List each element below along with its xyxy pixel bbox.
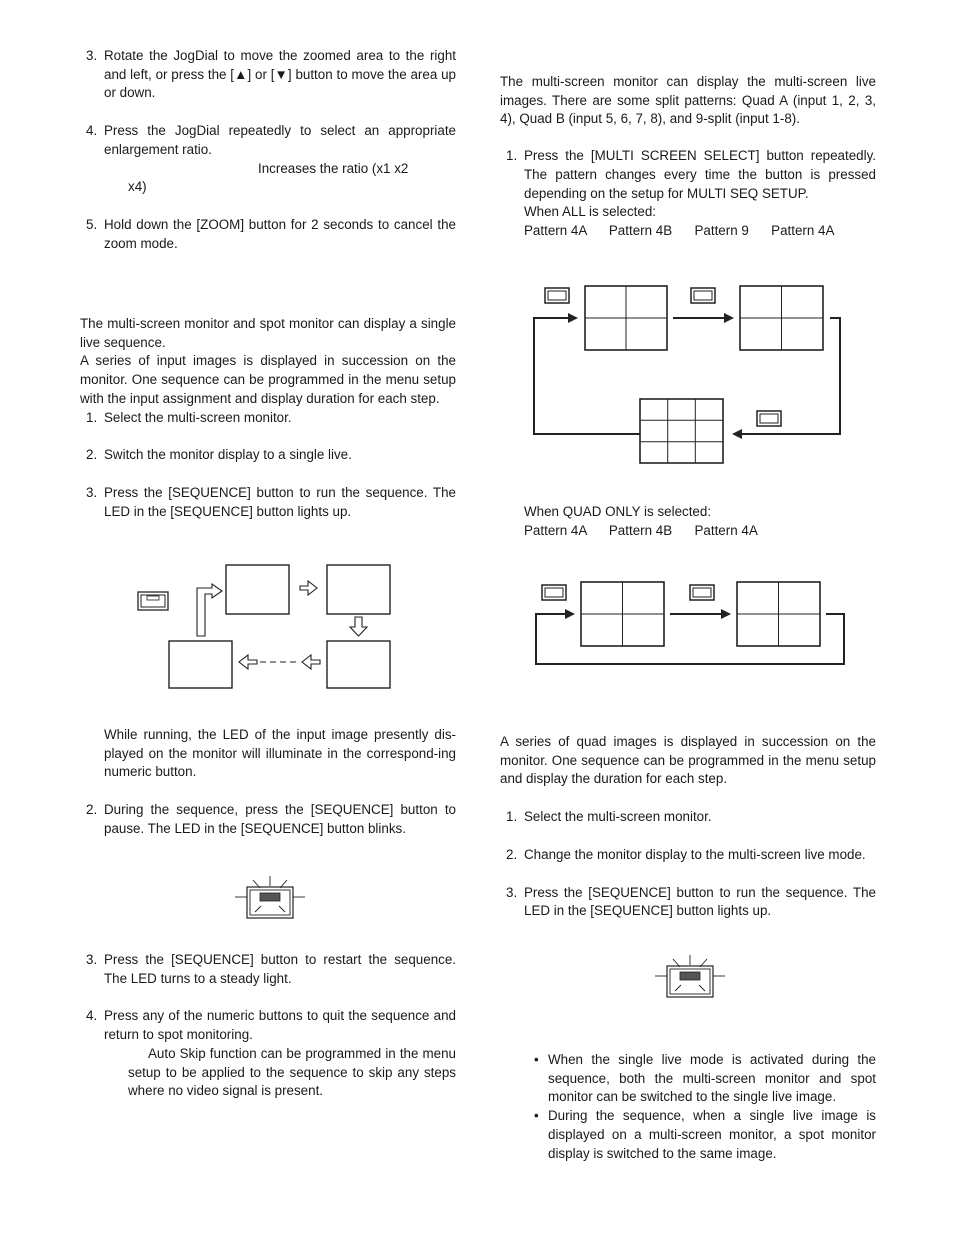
note-bullet-2: • During the sequence, when a single live image is displayed on a multi-screen monitor, a spot monitor display is switched to the same image.	[534, 1108, 876, 1161]
ratio-line: Increases the ratio (x1 x2	[258, 160, 409, 176]
hollow-arrow-up-right	[197, 584, 222, 636]
pause-step-2: 2. During the sequence, press the [SEQUENCE] button to pause. The LED in the [SEQUENCE] button blinks.	[86, 802, 456, 836]
hollow-arrow-left-right	[302, 655, 320, 669]
quad-step-2: 2. Change the monitor display to the multi-screen live mode.	[506, 846, 866, 862]
pattern-row-all: Pattern 4A Pattern 4B Pattern 9 Pattern 4A	[524, 222, 835, 238]
sequence-section	[80, 315, 456, 521]
quad-4b-screen	[737, 582, 820, 646]
zoom-step-5: 5. Hold down the [ZOOM] button for 2 seconds to cancel the zoom mode.	[86, 216, 456, 251]
hollow-arrow-right	[300, 581, 317, 595]
zoom-steps	[80, 47, 456, 253]
auto-skip-note: Auto Skip function can be programmed in the menu setup to be applied to the sequence to skip any steps where no video signal is present.	[128, 1045, 456, 1099]
when-all-label: When ALL is selected:	[524, 204, 656, 220]
hollow-arrow-down	[350, 617, 367, 636]
monitor-screen-1	[226, 565, 289, 614]
arrow-head-into-4b	[724, 313, 734, 323]
zoom-step-3: 3. Rotate the JogDial to move the zoomed area to the right and left, or press the [▲] or [▼] button to move the area up or down.	[86, 48, 456, 101]
quit-step-4: 4. Press any of the numeric buttons to quit the sequence and return to spot monitoring.	[86, 1008, 456, 1043]
quad-sequence-intro: A series of quad images is displayed in succession on the monitor. One sequence can be programmed in the menu setup and display the duration for each step.	[500, 734, 876, 787]
restart-step-3: 3. Press the [SEQUENCE] button to restart the sequence. The LED turns to a steady light.	[86, 952, 456, 986]
restart-steps	[80, 951, 456, 1101]
all-pattern-diagram	[530, 282, 846, 468]
while-running-note: While running, the LED of the input image presently dis-played on the monitor will illuminate in the correspond-ing numeric button. 2. During the sequence, press the [SEQUENCE] button to pause. The LED in the [SEQUENCE] button blinks.	[80, 726, 456, 839]
multi-screen-step-1: 1. Press the [MULTI SCREEN SELECT] button repeatedly. The pattern changes every time the button is pressed depending on the setup for MULTI SEQ SETUP.	[506, 148, 876, 201]
zoom-step-4: 4. Press the JogDial repeatedly to select an appropriate enlargement ratio.	[86, 123, 456, 157]
sequence-button-icon	[138, 592, 168, 610]
sequence-intro-1: The multi-screen monitor and spot monitor can display a single live sequence.	[80, 316, 456, 350]
sequence-step-3: 3. Press the [SEQUENCE] button to run the sequence. The LED in the [SEQUENCE] button lights up.	[86, 484, 456, 519]
monitor-screen-2	[327, 565, 390, 614]
multi-screen-intro: The multi-screen monitor can display the multi-screen live images. There are some split patterns: Quad A (input 1, 2, 3, 4), Quad B (input 5, 6, 7, 8), and 9-split (input 1-8).	[500, 74, 876, 127]
quad-only-pattern-diagram	[530, 578, 850, 668]
pattern-row-quad: Pattern 4A Pattern 4B Pattern 4A	[524, 522, 758, 538]
sequence-step-1: 1. Select the multi-screen monitor.	[86, 409, 292, 425]
multi-screen-section	[500, 73, 876, 241]
arrow-head-into-9	[732, 429, 742, 439]
quad-step-3: 3. Press the [SEQUENCE] button to run the sequence. The LED in the [SEQUENCE] button lights up.	[506, 884, 876, 919]
quad-sequence-section	[500, 733, 876, 921]
hollow-arrow-left	[239, 655, 257, 669]
monitor-screen-3	[327, 641, 390, 688]
single-sequence-diagram	[130, 560, 400, 695]
quad-4a-screen	[581, 582, 664, 646]
quad-only-labels	[500, 503, 876, 540]
pattern-4a-screen	[585, 286, 667, 350]
sequence-step-2: 2. Switch the monitor display to a single live.	[86, 447, 352, 463]
arrow-head-into-4a	[568, 313, 578, 323]
quad-step-1: 1. Select the multi-screen monitor.	[506, 809, 712, 825]
when-quad-label: When QUAD ONLY is selected:	[524, 504, 712, 519]
pattern-9-screen	[640, 399, 723, 463]
lit-sequence-button-icon	[653, 953, 727, 1003]
note-bullet-1: • When the single live mode is activated during the sequence, both the multi-screen monitor and spot monitor can be switched to the single live image.	[534, 1052, 876, 1105]
pattern-4b-screen	[740, 286, 823, 350]
blinking-sequence-button-icon	[233, 874, 307, 924]
notes-bullets	[500, 1051, 876, 1163]
monitor-screen-4	[169, 641, 232, 688]
ratio-line-cont: x4)	[128, 179, 147, 195]
sequence-intro-2: A series of input images is displayed in succession on the monitor. One sequence can be programmed in the menu setup with the input assignment and display duration for each step.	[80, 353, 456, 406]
